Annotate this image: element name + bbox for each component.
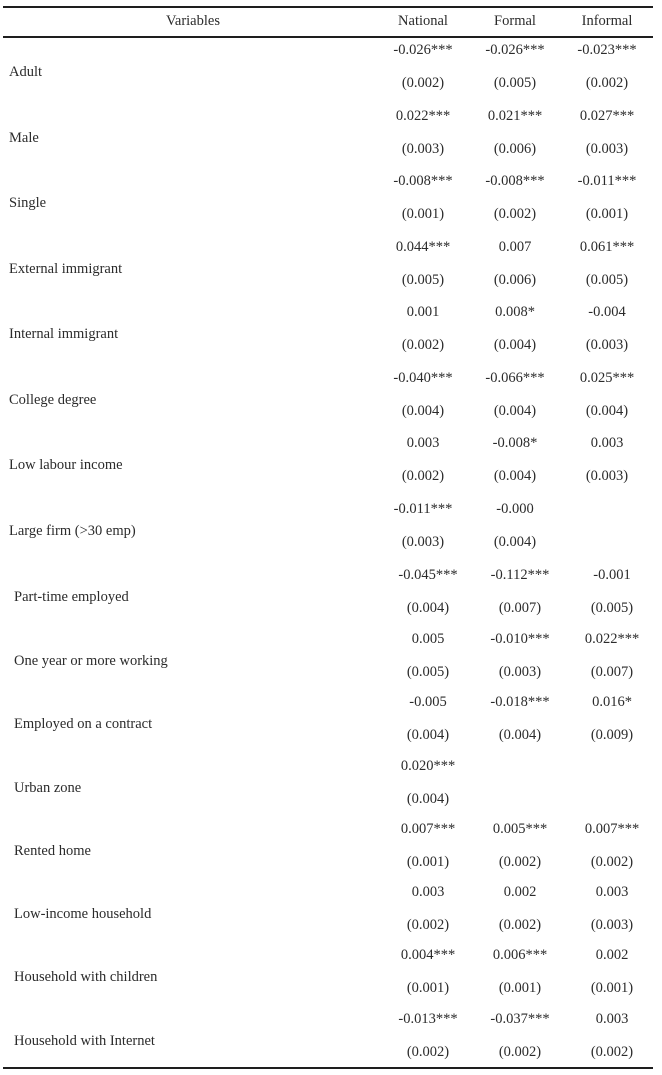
table-row — [0, 567, 662, 631]
informal-coef: 0.061*** — [579, 239, 635, 255]
informal-se: (0.001) — [590, 980, 634, 996]
informal-se: (0.002) — [590, 854, 634, 870]
informal-coef: -0.001 — [593, 567, 631, 583]
formal-se: (0.006) — [493, 272, 537, 288]
informal-se: (0.007) — [590, 664, 634, 680]
national-coef: 0.004*** — [400, 947, 456, 963]
national-coef: 0.005 — [411, 631, 445, 647]
table-row — [0, 821, 662, 885]
formal-coef: 0.006*** — [492, 947, 548, 963]
row-label: Adult — [9, 64, 43, 80]
national-se: (0.002) — [401, 468, 445, 484]
informal-coef: 0.025*** — [579, 370, 635, 386]
formal-coef: 0.002 — [503, 884, 537, 900]
table-row — [0, 42, 662, 106]
national-se: (0.005) — [401, 272, 445, 288]
formal-coef: -0.026*** — [485, 42, 545, 58]
national-se: (0.002) — [406, 1044, 450, 1060]
formal-coef: -0.000 — [496, 501, 534, 517]
national-se: (0.002) — [401, 337, 445, 353]
national-coef: -0.040*** — [393, 370, 453, 386]
table-row — [0, 501, 662, 565]
national-coef: 0.020*** — [400, 758, 456, 774]
national-coef: -0.005 — [409, 694, 447, 710]
row-label: Large firm (>30 emp) — [9, 523, 136, 539]
table-row — [0, 108, 662, 172]
informal-coef: -0.023*** — [577, 42, 637, 58]
row-label: Low labour income — [9, 457, 123, 473]
national-se: (0.003) — [401, 534, 445, 550]
formal-coef: 0.005*** — [492, 821, 548, 837]
formal-coef: 0.021*** — [487, 108, 543, 124]
informal-coef: 0.002 — [595, 947, 629, 963]
informal-se: (0.005) — [590, 600, 634, 616]
national-se: (0.004) — [406, 791, 450, 807]
informal-coef: 0.003 — [590, 435, 624, 451]
informal-coef: 0.022*** — [584, 631, 640, 647]
formal-se: (0.004) — [493, 337, 537, 353]
formal-se: (0.002) — [493, 206, 537, 222]
informal-se: (0.003) — [585, 337, 629, 353]
formal-se: (0.005) — [493, 75, 537, 91]
formal-coef: -0.112*** — [490, 567, 550, 583]
table-row — [0, 304, 662, 368]
formal-coef: -0.008* — [492, 435, 538, 451]
informal-se: (0.005) — [585, 272, 629, 288]
informal-se: (0.009) — [590, 727, 634, 743]
row-label: Single — [9, 195, 47, 211]
informal-coef: -0.004 — [588, 304, 626, 320]
formal-se: (0.004) — [493, 468, 537, 484]
header-variables: Variables — [166, 13, 220, 29]
row-label: Employed on a contract — [14, 716, 153, 732]
national-coef: 0.022*** — [395, 108, 451, 124]
national-coef: -0.026*** — [393, 42, 453, 58]
informal-se: (0.003) — [585, 141, 629, 157]
formal-se: (0.003) — [498, 664, 542, 680]
formal-se: (0.004) — [493, 534, 537, 550]
table-row — [0, 435, 662, 499]
national-coef: -0.013*** — [398, 1011, 458, 1027]
header-rule — [3, 36, 653, 38]
national-se: (0.002) — [406, 917, 450, 933]
top-rule — [3, 6, 653, 8]
formal-coef: 0.007 — [498, 239, 532, 255]
national-se: (0.005) — [406, 664, 450, 680]
informal-coef: 0.016* — [592, 694, 632, 710]
formal-se: (0.002) — [498, 1044, 542, 1060]
header-formal: Formal — [494, 13, 536, 29]
national-coef: 0.001 — [406, 304, 440, 320]
table-row — [0, 1011, 662, 1075]
table-row — [0, 239, 662, 303]
informal-se: (0.004) — [585, 403, 629, 419]
national-se: (0.004) — [406, 727, 450, 743]
national-coef: -0.045*** — [398, 567, 458, 583]
formal-se: (0.002) — [498, 917, 542, 933]
formal-se: (0.002) — [498, 854, 542, 870]
formal-se: (0.001) — [498, 980, 542, 996]
national-se: (0.001) — [401, 206, 445, 222]
formal-coef: 0.008* — [495, 304, 535, 320]
formal-se: (0.004) — [493, 403, 537, 419]
national-se: (0.001) — [406, 854, 450, 870]
national-coef: -0.008*** — [393, 173, 453, 189]
informal-coef: -0.011*** — [577, 173, 637, 189]
national-se: (0.003) — [401, 141, 445, 157]
row-label: One year or more working — [14, 653, 168, 669]
national-coef: 0.044*** — [395, 239, 451, 255]
national-se: (0.001) — [406, 980, 450, 996]
table-row — [0, 370, 662, 434]
row-label: Household with Internet — [14, 1033, 155, 1049]
header-national: National — [398, 13, 448, 29]
formal-se: (0.004) — [498, 727, 542, 743]
formal-coef: -0.010*** — [490, 631, 550, 647]
formal-coef: -0.018*** — [490, 694, 550, 710]
informal-coef: 0.007*** — [584, 821, 640, 837]
row-label: Rented home — [14, 843, 91, 859]
row-label: Low-income household — [14, 906, 152, 922]
national-se: (0.002) — [401, 75, 445, 91]
national-se: (0.004) — [401, 403, 445, 419]
table-row — [0, 694, 662, 758]
informal-se: (0.001) — [585, 206, 629, 222]
formal-se: (0.006) — [493, 141, 537, 157]
formal-coef: -0.008*** — [485, 173, 545, 189]
formal-se: (0.007) — [498, 600, 542, 616]
row-label: Urban zone — [14, 780, 82, 796]
informal-coef: 0.003 — [595, 1011, 629, 1027]
formal-coef: -0.037*** — [490, 1011, 550, 1027]
national-se: (0.004) — [406, 600, 450, 616]
formal-coef: -0.066*** — [485, 370, 545, 386]
informal-coef: 0.003 — [595, 884, 629, 900]
national-coef: -0.011*** — [393, 501, 453, 517]
table-row — [0, 884, 662, 948]
informal-se: (0.003) — [585, 468, 629, 484]
row-label: Household with children — [14, 969, 158, 985]
informal-coef: 0.027*** — [579, 108, 635, 124]
informal-se: (0.003) — [590, 917, 634, 933]
national-coef: 0.003 — [411, 884, 445, 900]
row-label: Internal immigrant — [9, 326, 119, 342]
table-row — [0, 947, 662, 1011]
table-row — [0, 631, 662, 695]
national-coef: 0.003 — [406, 435, 440, 451]
header-informal: Informal — [581, 13, 633, 29]
table-row — [0, 758, 662, 822]
table-row — [0, 173, 662, 237]
national-coef: 0.007*** — [400, 821, 456, 837]
table-header — [0, 13, 662, 33]
row-label: College degree — [9, 392, 97, 408]
informal-se: (0.002) — [585, 75, 629, 91]
row-label: External immigrant — [9, 261, 123, 277]
bottom-rule — [3, 1067, 653, 1069]
informal-se: (0.002) — [590, 1044, 634, 1060]
row-label: Male — [9, 130, 39, 146]
row-label: Part-time employed — [14, 589, 129, 605]
